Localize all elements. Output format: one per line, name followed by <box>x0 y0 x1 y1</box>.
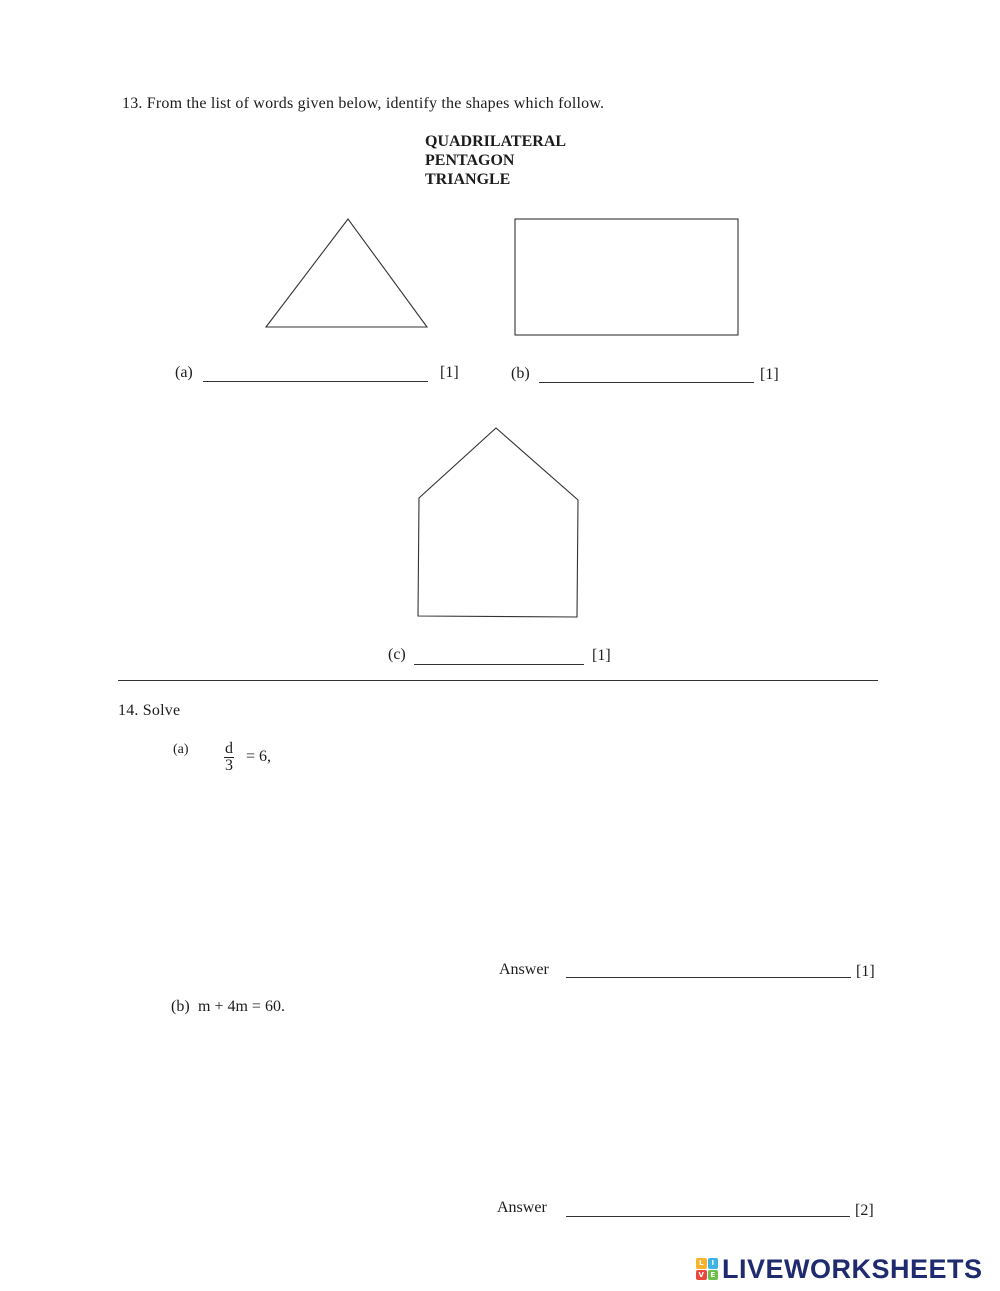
q14-answer-a-mark: [1] <box>856 963 875 980</box>
q14-part-b-equation: m + 4m = 60. <box>198 998 285 1015</box>
liveworksheets-logo <box>696 1254 983 1284</box>
fraction-d-over-3 <box>224 741 234 774</box>
q14-part-b-label: (b) <box>171 998 190 1015</box>
q14-part-a-equation-rest: = 6, <box>246 748 272 765</box>
logo-text: LIVEWORKSHEETS <box>722 1253 983 1284</box>
q14-answer-b-label: Answer <box>497 1199 547 1216</box>
logo-tile-l: L <box>696 1258 707 1269</box>
q13-part-c-mark: [1] <box>592 647 611 664</box>
q14-answer-b-mark: [2] <box>855 1202 874 1219</box>
rectangle-shape <box>510 214 745 339</box>
q13-part-b-mark: [1] <box>760 366 779 383</box>
fraction-denominator: 3 <box>225 757 233 774</box>
q13-answer-a-field[interactable] <box>203 380 428 382</box>
triangle-shape <box>260 215 435 335</box>
q14-prompt: 14. Solve <box>118 702 181 719</box>
pentagon-shape <box>412 424 587 622</box>
section-divider <box>118 680 878 681</box>
word-quadrilateral: QUADRILATERAL <box>425 133 567 150</box>
q13-part-a-label: (a) <box>175 364 193 381</box>
q14-answer-b-field[interactable] <box>566 1215 850 1217</box>
q13-part-a-mark: [1] <box>440 364 459 381</box>
q14-answer-a-field[interactable] <box>566 976 851 978</box>
q13-answer-b-field[interactable] <box>539 381 754 383</box>
word-list <box>425 132 566 189</box>
word-triangle: TRIANGLE <box>425 171 511 188</box>
word-pentagon: PENTAGON <box>425 152 515 169</box>
logo-tile-i: I <box>708 1258 719 1269</box>
q13-prompt: 13. From the list of words given below, identify the shapes which follow. <box>122 95 605 112</box>
q13-answer-c-field[interactable] <box>414 663 584 665</box>
logo-tile-e: E <box>708 1270 719 1281</box>
q14-answer-a-label: Answer <box>499 961 549 978</box>
q13-part-b-label: (b) <box>511 365 530 382</box>
logo-tile-v: V <box>696 1270 707 1281</box>
q14-part-a-label: (a) <box>173 742 189 757</box>
logo-mark-icon <box>696 1258 718 1280</box>
q13-part-c-label: (c) <box>388 646 406 663</box>
fraction-numerator: d <box>225 740 233 757</box>
